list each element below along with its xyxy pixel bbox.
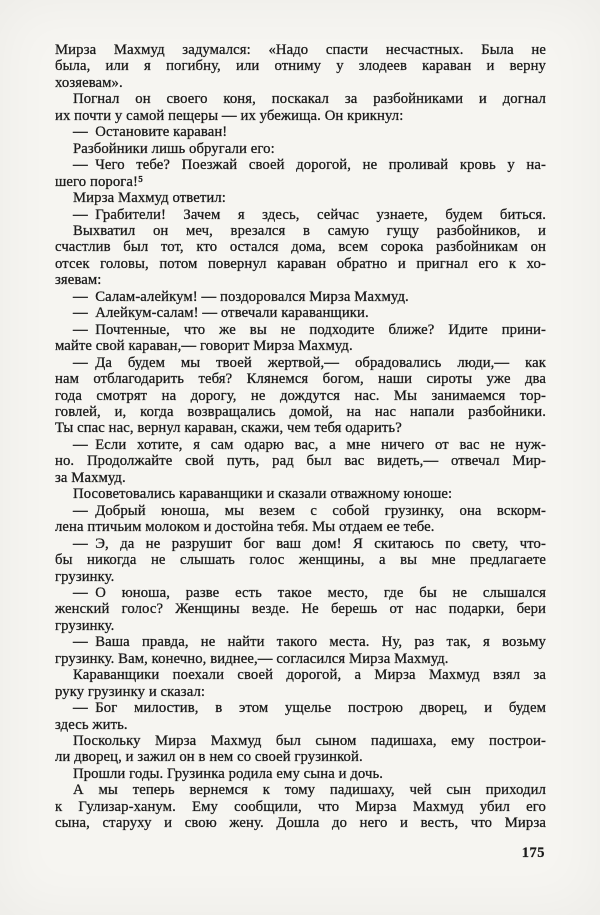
text-line: А мы теперь вернемся к тому падишаху, чей сын приходил bbox=[73, 782, 546, 799]
text-line: — Салам-алейкум! — поздоровался Мирза Махмуд. bbox=[73, 288, 409, 305]
text-block bbox=[55, 42, 546, 832]
text-line: Прошли годы. Грузинка родила ему сына и дочь. bbox=[73, 765, 384, 782]
text-line: счастлив был тот, кто остался дома, всем сорока разбойникам он bbox=[55, 239, 546, 256]
text-line: — Грабители! Зачем я здесь, сейчас узнаете, будем биться. bbox=[73, 206, 546, 223]
text-line: Ты спас нас, вернул караван, скажи, чем тебя одарить? bbox=[55, 420, 402, 437]
text-line: грузинку. bbox=[55, 617, 115, 634]
text-line: — Добрый юноша, мы везем с собой грузинку, она вскорм- bbox=[73, 502, 546, 519]
text-line: грузинку. bbox=[55, 568, 115, 585]
text-line: Караванщики поехали своей дорогой, а Мирза Махмуд взял за bbox=[73, 667, 546, 684]
text-line: за Махмуд. bbox=[55, 469, 126, 486]
text-line: — Если хотите, я сам одарю вас, а мне ничего от вас не нуж- bbox=[73, 436, 546, 453]
text-line: грузинку. Вам, конечно, виднее,— согласился Мирза Махмуд. bbox=[55, 650, 449, 667]
text-line: лена птичьим молоком и достойна тебя. Мы отдаем ее тебе. bbox=[55, 519, 435, 536]
text-line: руку грузинку и сказал: bbox=[55, 683, 206, 700]
text-line: — Ваша правда, не найти такого места. Ну, раз так, я возьму bbox=[73, 634, 546, 651]
text-line: но. Продолжайте свой путь, рад был вас видеть,— отвечал Мир- bbox=[55, 453, 546, 470]
text-line: нам отблагодарить тебя? Клянемся богом, наши сироты уже два bbox=[55, 371, 546, 388]
text-line: бы никогда не слышать голос женщины, а вы мне предлагаете bbox=[55, 552, 546, 569]
text-line: Мирза Махмуд ответил: bbox=[73, 190, 226, 207]
text-line: — Остановите караван! bbox=[73, 124, 228, 141]
text-line: Посоветовались караванщики и сказали отважному юноше: bbox=[73, 486, 453, 503]
page-number: 175 bbox=[521, 845, 545, 861]
text-line: — О юноша, разве есть такое место, где бы не слышался bbox=[73, 584, 546, 601]
text-line: Мирза Махмуд задумался: «Надо спасти несчастных. Была не bbox=[55, 42, 546, 58]
text-line: была, или я погибну, или отниму у злодеев караван и верну bbox=[55, 58, 546, 75]
text-line: женский голос? Женщины везде. Не берешь от нас подарки, бери bbox=[55, 601, 546, 618]
text-line: Погнал он своего коня, поскакал за разбойниками и догнал bbox=[73, 91, 546, 108]
text-line: зяевам: bbox=[55, 272, 102, 289]
text-line: — Чего тебе? Поезжай своей дорогой, не проливай кровь у на- bbox=[73, 157, 546, 174]
text-line: их почти у самой пещеры — их убежища. Он крикнул: bbox=[55, 107, 404, 124]
text-line: Поскольку Мирза Махмуд был сыном падишаха, ему построи- bbox=[73, 733, 546, 750]
text-line: Выхватил он меч, врезался в самую гущу разбойников, и bbox=[73, 222, 546, 239]
text-line: Разбойники лишь обругали его: bbox=[73, 140, 275, 157]
text-line: — Э, да не разрушит бог ваш дом! Я скитаюсь по свету, что- bbox=[73, 535, 546, 552]
text-line: ли дворец, и зажил он в нем со своей грузинкой. bbox=[55, 749, 363, 766]
text-line: — Да будем мы твоей жертвой,— обрадовались люди,— как bbox=[73, 354, 546, 371]
text-line: говлей, и, когда возвращались домой, на нас напали разбойники. bbox=[55, 403, 546, 420]
text-line: хозяевам». bbox=[55, 74, 123, 91]
text-line: года смотрят на дорогу, не дождутся нас. Мы занимаемся тор- bbox=[55, 387, 546, 404]
text-line: — Бог милостив, в этом ущелье построю дворец, и будем bbox=[73, 700, 546, 717]
text-line: — Почтенные, что же вы не подходите ближе? Идите прини- bbox=[73, 321, 546, 338]
text-line: сына, старуху и свою жену. Дошла до него и весть, что Мирза bbox=[55, 815, 546, 832]
text-line: отсек головы, потом повернул караван обратно и пригнал его к хо- bbox=[55, 255, 546, 272]
text-line: майте свой караван,— говорит Мирза Махмуд. bbox=[55, 338, 353, 355]
text-line: шего порога!⁵ bbox=[55, 173, 144, 190]
text-line: к Гулизар-ханум. Ему сообщили, что Мирза Махмуд убил его bbox=[55, 798, 546, 815]
text-line: — Алейкум-салам! — отвечали караванщики. bbox=[73, 305, 369, 322]
text-line: здесь жить. bbox=[55, 716, 128, 733]
